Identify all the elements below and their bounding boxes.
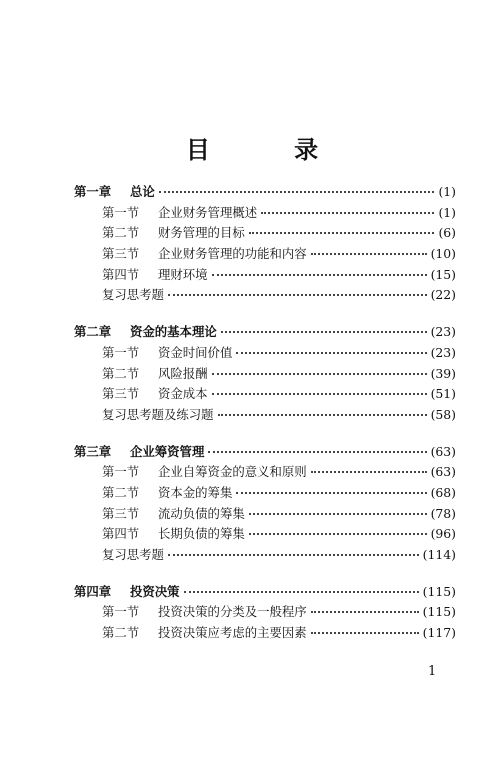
chapter-heading [74, 182, 155, 203]
dot-leader [261, 212, 434, 214]
section-page: (117) [422, 625, 456, 641]
toc-section-entry[interactable] [74, 265, 456, 286]
section-title: 理财环境 [158, 266, 208, 282]
section-number: 第三节 [102, 386, 140, 402]
section-heading [102, 545, 164, 566]
dot-leader [208, 451, 426, 453]
section-title: 流动负债的筹集 [158, 505, 245, 521]
section-number: 第一节 [102, 344, 140, 360]
section-number: 第四节 [102, 266, 140, 282]
toc-chapter [74, 182, 456, 306]
section-heading [102, 364, 208, 385]
section-page: (6) [438, 225, 456, 241]
section-heading [102, 384, 208, 405]
section-number: 第三节 [102, 246, 140, 262]
section-heading [102, 244, 307, 265]
toc-section-entry[interactable] [74, 602, 456, 623]
section-heading [102, 462, 307, 483]
dot-leader [212, 373, 427, 375]
toc-chapter-entry[interactable] [74, 182, 456, 203]
section-page: (10) [430, 246, 456, 262]
chapter-title: 总论 [130, 184, 155, 199]
toc-section-entry[interactable] [74, 384, 456, 405]
section-number: 第三节 [102, 505, 140, 521]
section-page: (39) [430, 365, 456, 381]
section-page: (58) [430, 406, 456, 422]
dot-leader [221, 331, 427, 333]
section-number: 第一节 [102, 464, 140, 480]
dot-leader [311, 253, 427, 255]
toc-section-entry[interactable] [74, 545, 456, 566]
chapter-number: 第一章 [74, 184, 112, 199]
dot-leader [184, 591, 419, 593]
dot-leader [218, 414, 427, 416]
toc-section-entry[interactable] [74, 343, 456, 364]
section-number: 第二节 [102, 365, 140, 381]
section-number: 第二节 [102, 225, 140, 241]
toc-section-entry[interactable] [74, 285, 456, 306]
section-number: 第一节 [102, 204, 140, 220]
toc-section-entry[interactable] [74, 364, 456, 385]
section-title: 资金成本 [158, 386, 208, 402]
chapter-page: (23) [430, 324, 456, 340]
section-number: 第四节 [102, 526, 140, 542]
section-number: 第二节 [102, 484, 140, 500]
section-title: 复习思考题及练习题 [102, 406, 214, 422]
chapter-page: (1) [438, 184, 456, 199]
page-title: 目 录 [185, 135, 357, 164]
page-number: 1 [428, 664, 437, 679]
section-heading [102, 483, 232, 504]
section-heading [102, 265, 208, 286]
toc-section-entry[interactable] [74, 462, 456, 483]
section-title: 财务管理的目标 [158, 225, 245, 241]
dot-leader [168, 554, 419, 556]
chapter-heading [74, 442, 204, 463]
section-heading [102, 524, 245, 545]
toc-chapter [74, 322, 456, 425]
section-page: (23) [430, 344, 456, 360]
toc-chapter-entry[interactable] [74, 322, 456, 343]
dot-leader [159, 191, 435, 193]
dot-leader [212, 274, 427, 276]
section-heading [102, 623, 307, 644]
chapter-page: (115) [422, 583, 456, 599]
toc-section-entry[interactable] [74, 405, 456, 426]
chapter-title: 投资决策 [130, 583, 180, 599]
section-heading [102, 405, 214, 426]
section-title: 企业财务管理概述 [158, 204, 258, 220]
section-page: (68) [430, 484, 456, 500]
dot-leader [249, 232, 435, 234]
toc-section-entry[interactable] [74, 203, 456, 224]
toc-section-entry[interactable] [74, 524, 456, 545]
chapter-number: 第二章 [74, 324, 112, 340]
dot-leader [236, 492, 426, 494]
toc-section-entry[interactable] [74, 483, 456, 504]
section-heading [102, 602, 307, 623]
dot-leader [168, 294, 427, 296]
chapter-title: 企业筹资管理 [130, 443, 205, 459]
section-page: (15) [430, 266, 456, 282]
dot-leader [311, 471, 427, 473]
toc-section-entry[interactable] [74, 504, 456, 525]
section-heading [102, 223, 245, 244]
dot-leader [311, 632, 419, 634]
section-heading [102, 343, 232, 364]
section-title: 企业财务管理的功能和内容 [158, 246, 307, 262]
toc-chapter-entry[interactable] [74, 582, 456, 603]
dot-leader [249, 513, 427, 515]
toc-chapter-entry[interactable] [74, 442, 456, 463]
toc-section-entry[interactable] [74, 223, 456, 244]
chapter-number: 第四章 [74, 583, 112, 599]
section-number: 第二节 [102, 625, 140, 641]
section-title: 投资决策的分类及一般程序 [158, 604, 307, 620]
toc-chapter [74, 582, 456, 644]
section-page: (115) [422, 604, 456, 620]
section-heading [102, 504, 245, 525]
section-title: 复习思考题 [102, 287, 164, 303]
section-number: 第一节 [102, 604, 140, 620]
section-title: 长期负债的筹集 [158, 526, 245, 542]
section-page: (22) [430, 287, 456, 303]
section-page: (96) [430, 526, 456, 542]
dot-leader [236, 352, 426, 354]
chapter-page: (63) [430, 443, 456, 459]
dot-leader [311, 611, 419, 613]
dot-leader [249, 533, 427, 535]
section-page: (63) [430, 464, 456, 480]
section-title: 风险报酬 [158, 365, 208, 381]
toc-section-entry[interactable] [74, 244, 456, 265]
toc-section-entry[interactable] [74, 623, 456, 644]
section-title: 复习思考题 [102, 547, 164, 562]
chapter-heading [74, 322, 217, 343]
section-page: (78) [430, 505, 456, 521]
section-title: 资金时间价值 [158, 344, 233, 360]
toc-chapter [74, 442, 456, 566]
section-heading [102, 203, 257, 224]
section-title: 企业自筹资金的意义和原则 [158, 464, 307, 480]
chapter-title: 资金的基本理论 [130, 324, 217, 340]
section-page: (114) [422, 547, 456, 562]
dot-leader [212, 393, 427, 395]
chapter-heading [74, 582, 180, 603]
section-page: (51) [430, 386, 456, 402]
section-title: 资本金的筹集 [158, 484, 233, 500]
section-title: 投资决策应考虑的主要因素 [158, 625, 307, 641]
section-heading [102, 285, 164, 306]
chapter-number: 第三章 [74, 443, 112, 459]
table-of-contents [74, 182, 456, 660]
section-page: (1) [438, 204, 456, 220]
